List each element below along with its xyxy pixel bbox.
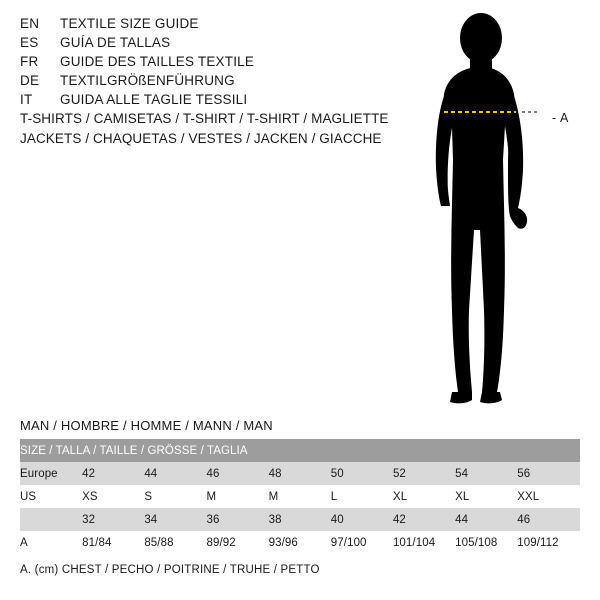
language-text: GUIDE DES TAILLES TEXTILE (60, 54, 255, 69)
table-cell: 93/96 (268, 536, 298, 549)
table-cell: XXL (517, 490, 540, 503)
chart-title: MAN / HOMBRE / HOMME / MANN / MAN (20, 418, 273, 433)
table-row (20, 531, 580, 554)
language-text: TEXTILGRÖßENFÜHRUNG (60, 73, 235, 88)
language-row (20, 92, 390, 111)
language-row (20, 16, 390, 35)
language-code: IT (20, 92, 33, 107)
language-text: GUÍA DE TALLAS (60, 35, 171, 50)
language-code: FR (20, 54, 39, 69)
language-code: DE (20, 73, 40, 88)
row-label (20, 508, 82, 531)
table-cell: 46 (206, 467, 220, 480)
measure-label-a: - A (552, 111, 569, 125)
language-row (20, 54, 390, 73)
table-cell: 85/88 (144, 536, 174, 549)
table-cell: 54 (455, 467, 469, 480)
table-cell: 40 (330, 513, 344, 526)
category-tshirts: T-SHIRTS / CAMISETAS / T-SHIRT / T-SHIRT / MAGLIETTE (20, 111, 389, 126)
table-cell: XL (392, 490, 408, 503)
table-cell: 42 (392, 513, 406, 526)
table-cell: 56 (517, 467, 531, 480)
table-cell: M (268, 490, 279, 503)
table-cell: 105/108 (455, 536, 498, 549)
language-code: EN (20, 16, 40, 31)
language-row (20, 35, 390, 54)
table-cell: 42 (82, 467, 96, 480)
row-label: US (20, 490, 37, 503)
table-cell: 38 (268, 513, 282, 526)
table-cell: 36 (206, 513, 220, 526)
size-table (20, 439, 580, 554)
table-header-label: SIZE / TALLA / TAILLE / GRÖSSE / TAGLIA (20, 444, 248, 457)
table-cell: 44 (144, 467, 158, 480)
table-cell: 101/104 (392, 536, 436, 549)
table-cell: 48 (268, 467, 282, 480)
table-cell: 52 (392, 467, 406, 480)
table-cell: M (206, 490, 217, 503)
language-row (20, 73, 390, 92)
table-cell: 34 (144, 513, 158, 526)
size-chart (20, 418, 580, 576)
male-silhouette-figure (400, 10, 600, 410)
silhouette-icon (400, 10, 600, 410)
table-cell: 50 (330, 467, 344, 480)
table-row (20, 462, 580, 485)
table-cell: 44 (455, 513, 469, 526)
row-label: A (20, 536, 28, 549)
chart-footer-note: A. (cm) CHEST / PECHO / POITRINE / TRUHE / PETTO (20, 564, 320, 576)
category-list (20, 111, 420, 151)
language-list (20, 16, 390, 111)
table-header-row (20, 439, 580, 462)
table-cell: 32 (82, 513, 96, 526)
table-cell: 97/100 (330, 536, 367, 549)
row-label: Europe (20, 467, 58, 480)
language-code: ES (20, 35, 39, 50)
table-row (20, 485, 580, 508)
language-text: TEXTILE SIZE GUIDE (60, 16, 199, 31)
category-jackets: JACKETS / CHAQUETAS / VESTES / JACKEN / GIACCHE (20, 131, 382, 146)
table-cell: XS (82, 490, 98, 503)
table-cell: 109/112 (517, 536, 559, 549)
table-cell: 46 (517, 513, 531, 526)
table-cell: L (330, 490, 338, 503)
language-text: GUIDA ALLE TAGLIE TESSILI (60, 92, 248, 107)
table-cell: 89/92 (206, 536, 236, 549)
table-cell: XL (455, 490, 470, 503)
table-cell: 81/84 (82, 536, 112, 549)
table-row (20, 508, 580, 531)
table-cell: S (144, 490, 153, 503)
